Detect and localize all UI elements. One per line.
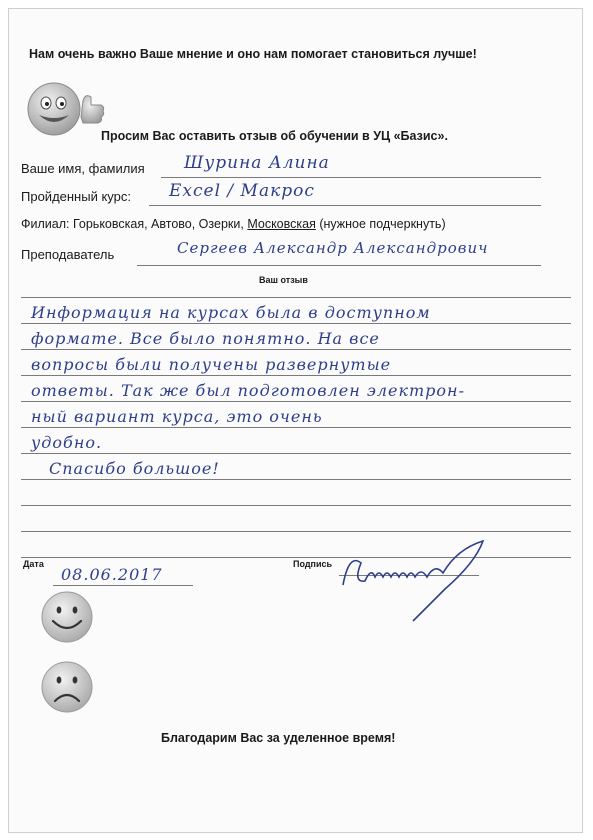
- branch-row: [21, 217, 446, 231]
- review-rule: [21, 479, 571, 480]
- review-rule: [21, 401, 571, 402]
- review-line: формате. Все было понятно. На все: [31, 329, 380, 348]
- review-rule: [21, 505, 571, 506]
- review-line: ответы. Так же был подготовлен электрон-: [31, 381, 465, 400]
- course-underline: [149, 205, 541, 206]
- review-line: ный вариант курса, это очень: [31, 407, 323, 426]
- feedback-form-sheet: [8, 8, 583, 833]
- name-label: Ваше имя, фамилия: [21, 161, 145, 176]
- date-underline: [53, 585, 193, 586]
- thanks-text: Благодарим Вас за уделенное время!: [161, 731, 396, 745]
- name-underline: [161, 177, 541, 178]
- review-line: Информация на курсах была в доступном: [31, 303, 431, 322]
- review-label: Ваш отзыв: [259, 275, 308, 285]
- teacher-underline: [137, 265, 541, 266]
- review-request-text: Просим Вас оставить отзыв об обучении в УЦ «Базис».: [101, 129, 448, 143]
- signature-label: Подпись: [293, 559, 333, 569]
- review-rule: [21, 375, 571, 376]
- form-heading: Нам очень важно Ваше мнение и оно нам помогает становиться лучше!: [29, 47, 477, 61]
- branch-label: Филиал:: [21, 217, 70, 231]
- branch-hint: (нужное подчеркнуть): [319, 217, 446, 231]
- date-label: Дата: [23, 559, 44, 569]
- review-line: удобно.: [31, 433, 103, 452]
- sad-face-icon: [39, 659, 95, 715]
- review-line: Спасибо большое!: [49, 459, 220, 478]
- review-rule: [21, 349, 571, 350]
- teacher-label: Преподаватель: [21, 247, 115, 262]
- review-rule: [21, 427, 571, 428]
- happy-face-icon: [39, 589, 95, 645]
- date-value: 08.06.2017: [61, 565, 163, 584]
- course-label: Пройденный курс:: [21, 189, 131, 204]
- thumbs-up-smiley-icon: [21, 79, 111, 139]
- name-value: Шурина Алина: [184, 153, 330, 173]
- review-rule: [21, 323, 571, 324]
- review-rule: [21, 531, 571, 532]
- review-rule: [21, 453, 571, 454]
- review-line: вопросы были получены развернутые: [31, 355, 392, 374]
- course-value: Excel / Макрос: [169, 181, 315, 201]
- signature-icon: [335, 533, 495, 623]
- branch-options: Горьковская, Автово, Озерки,: [72, 217, 244, 231]
- branch-selected: Московская: [247, 217, 316, 231]
- teacher-value: Сергеев Александр Александрович: [177, 239, 489, 257]
- review-rule: [21, 297, 571, 298]
